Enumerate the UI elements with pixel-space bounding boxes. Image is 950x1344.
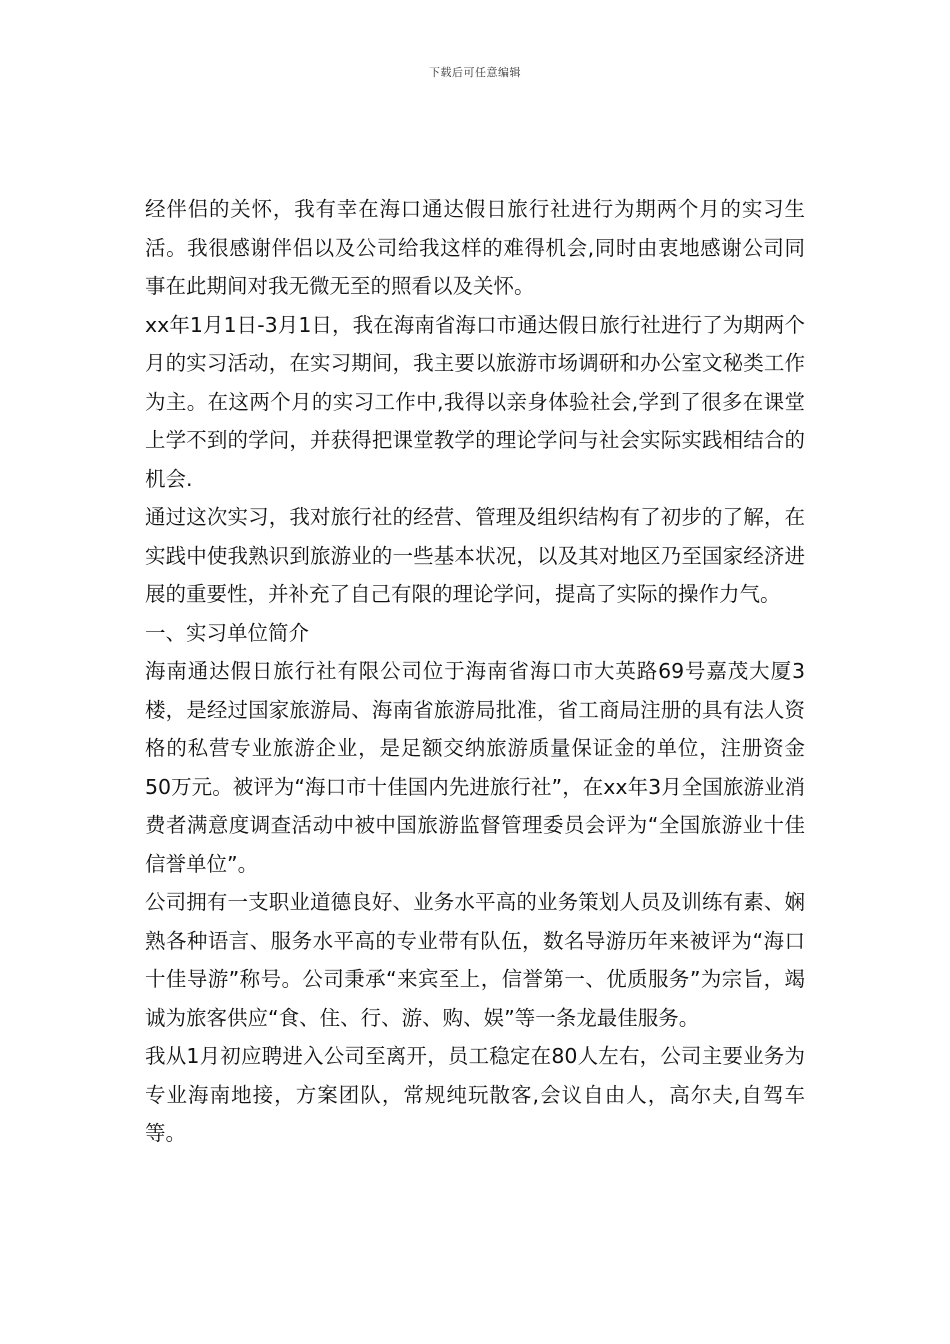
- paragraph: 公司拥有一支职业道德良好、业务水平高的业务策划人员及训练有素、娴熟各种语言、服务水平高的专业带有队伍，数名导游历年来被评为“海口十佳导游”称号。公司秉承“来宾至上，信誉第一、优质服务”为宗旨，竭诚为旅客供应“食、住、行、游、购、娱”等一条龙最佳服务。: [145, 890, 805, 1030]
- paragraph: 经伴侣的关怀，我有幸在海口通达假日旅行社进行为期两个月的实习生活。我很感谢伴侣以及公司给我这样的难得机会,同时由衷地感谢公司同事在此期间对我无微无至的照看以及关怀。: [145, 197, 805, 298]
- section-heading: 一、实习单位简介: [145, 620, 309, 645]
- document-body: [145, 190, 805, 1153]
- paragraph: 通过这次实习，我对旅行社的经营、管理及组织结构有了初步的了解，在实践中使我熟识到旅游业的一些基本状况，以及其对地区乃至国家经济进展的重要性，并补充了自己有限的理论学问，提高了实际的操作力气。: [145, 505, 805, 606]
- paragraph: xx年1月1日-3月1日，我在海南省海口市通达假日旅行社进行了为期两个月的实习活动，在实习期间，我主要以旅游市场调研和办公室文秘类工作为主。在这两个月的实习工作中,我得以亲身体验社会,学到了很多在课堂上学不到的学问，并获得把课堂教学的理论学问与社会实际实践相结合的机会.: [145, 312, 805, 491]
- page-header: 下载后可任意编辑: [429, 66, 521, 79]
- paragraph: 我从1月初应聘进入公司至离开，员工稳定在80人左右，公司主要业务为专业海南地接，方案团队，常规纯玩散客,会议自由人，高尔夫,自驾车等。: [145, 1044, 805, 1145]
- paragraph: 海南通达假日旅行社有限公司位于海南省海口市大英路69号嘉茂大厦3楼，是经过国家旅游局、海南省旅游局批准，省工商局注册的具有法人资格的私营专业旅游企业，是足额交纳旅游质量保证金的单位，注册资金50万元。被评为“海口市十佳国内先进旅行社”，在xx年3月全国旅游业消费者满意度调查活动中被中国旅游监督管理委员会评为“全国旅游业十佳信誉单位”。: [145, 659, 805, 876]
